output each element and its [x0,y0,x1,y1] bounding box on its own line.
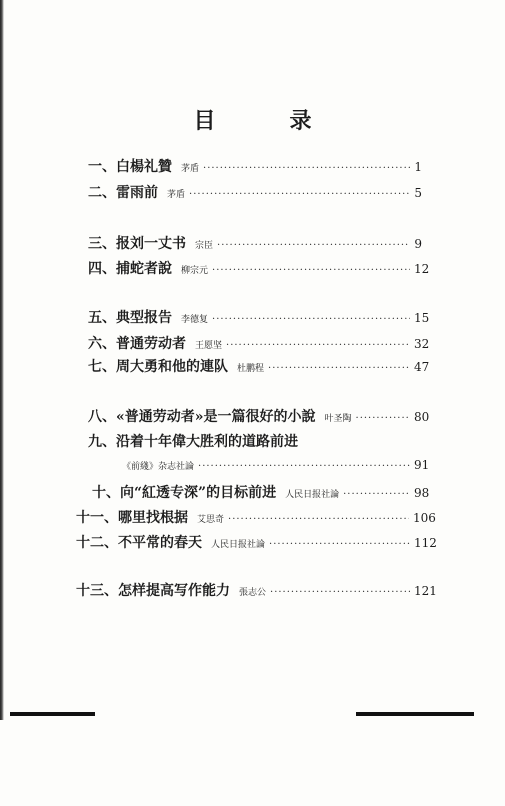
bottom-rule-right [356,712,474,716]
entry-title: 白楊礼贊 [116,159,172,175]
toc-entry-7 [88,356,430,375]
toc-entry-4 [88,258,430,277]
toc-entry-13 [76,580,437,599]
toc-entry-12 [76,532,437,551]
entry-number: 七、 [88,359,116,375]
entry-author: 人民日报社論 [285,490,340,500]
toc-entry-6 [88,333,430,352]
entry-author: 茅盾 [167,190,186,200]
toc-entry-10 [92,482,430,501]
entry-author: 李德复 [181,315,209,325]
entry-number: 一、 [88,159,116,175]
dot-leader [212,314,410,325]
entry-author: 杜鹏程 [237,364,265,374]
entry-author: 柳宗元 [181,266,209,276]
dot-leader [189,189,410,200]
entry-number: 四、 [88,261,116,277]
dot-leader [217,240,410,251]
entry-author: 宗臣 [195,241,214,251]
entry-number: 二、 [88,185,116,201]
entry-number: 十一、 [76,510,118,526]
entry-author: 叶圣陶 [324,414,352,424]
entry-page: 80 [414,410,430,424]
entry-title: 怎样提高写作能力 [118,583,230,599]
toc-entry-11 [76,507,436,526]
entry-page: 32 [414,337,430,351]
entry-page: 112 [414,536,437,550]
entry-title: 报刘一丈书 [116,236,186,252]
entry-author: 張志公 [239,588,267,598]
entry-number: 九、 [88,434,116,450]
entry-title: 典型报告 [116,310,172,326]
entry-number: 六、 [88,336,116,352]
dot-leader [268,363,410,374]
entry-title: «普通劳动者»是一篇很好的小說 [116,409,316,425]
dot-leader [343,489,410,500]
entry-page: 98 [414,486,430,500]
entry-author: 人民日报社論 [211,540,266,550]
entry-title: 捕蛇者說 [116,261,172,277]
entry-number: 五、 [88,310,116,326]
entry-title: 周大勇和他的連队 [116,359,228,375]
dot-leader [226,340,410,351]
bottom-rule-left [10,712,95,716]
entry-source: 《前綫》杂志社論 [122,462,195,472]
dot-leader [198,461,410,472]
entry-title: 向“紅透专深”的目标前进 [120,485,277,501]
entry-title: 哪里找根据 [118,510,188,526]
entry-page: 106 [412,511,436,525]
dot-leader [203,163,410,174]
entry-page: 5 [414,186,422,200]
dot-leader [270,587,410,598]
toc-entry-1 [88,156,422,174]
page-title: 目 录 [193,108,338,134]
dot-leader [356,413,410,424]
dot-leader [269,539,410,550]
entry-page: 1 [414,160,422,174]
entry-author: 艾思奇 [197,515,225,525]
dot-leader [228,514,409,525]
entry-number: 八、 [88,409,116,425]
entry-title: 雷雨前 [116,185,158,201]
entry-number: 十、 [92,485,120,501]
entry-page: 12 [414,262,430,276]
entry-number: 三、 [88,236,116,252]
toc-entry-2 [88,182,422,200]
entry-page: 91 [414,458,430,472]
toc-entry-9 [88,431,422,449]
toc-entry-9-source [122,458,430,474]
entry-page: 121 [414,584,437,598]
entry-page: 9 [414,237,422,251]
entry-title: 沿着十年偉大胜利的道路前进 [116,434,298,450]
entry-author: 茅盾 [181,164,200,174]
toc-entry-5 [88,307,430,326]
toc-entry-8 [88,406,430,425]
entry-page: 15 [414,311,430,325]
dot-leader [212,265,410,276]
entry-page: 47 [414,360,430,374]
entry-author: 王愿坚 [195,341,223,351]
entry-number: 十二、 [76,535,118,551]
toc-entry-3 [88,233,422,251]
entry-title: 普通劳动者 [116,336,186,352]
entry-number: 十三、 [76,583,118,599]
entry-title: 不平常的春天 [118,535,202,551]
